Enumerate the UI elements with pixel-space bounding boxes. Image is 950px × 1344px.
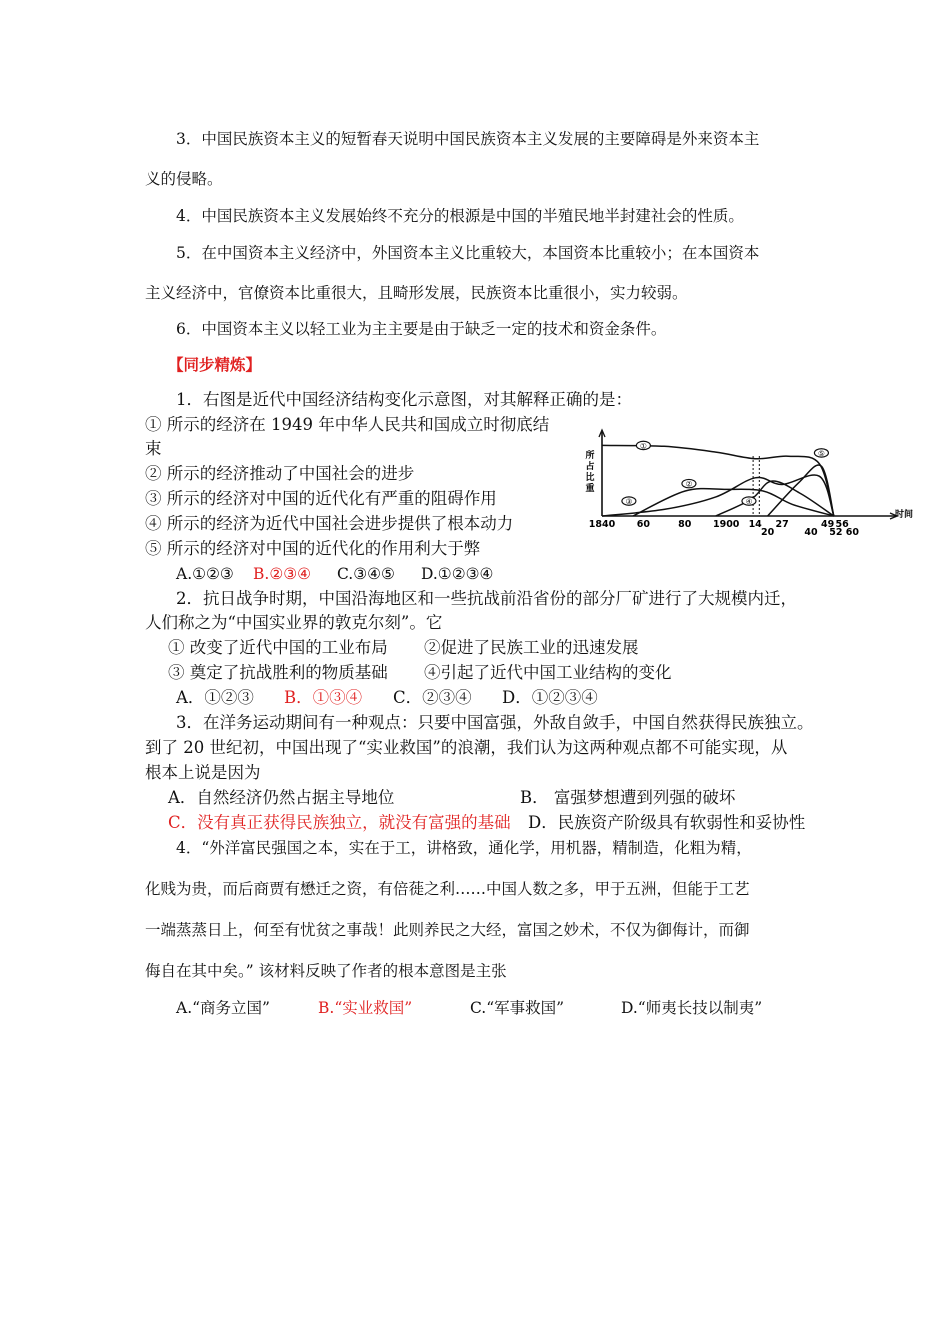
economic-structure-chart [584, 428, 914, 536]
x-tick-label: 52 [829, 527, 843, 536]
q4-line2: 化贱为贵，而后商贾有懋迁之资，有倍蓰之利……中国人数之多，甲于五洲，但能于工艺 [145, 880, 750, 898]
x-tick-label: 1900 [712, 519, 740, 530]
x-tick-label: 40 [804, 527, 818, 536]
q4-option-c: C.“军事救国” [470, 999, 565, 1017]
summary-point-4: 4．中国民族资本主义发展始终不充分的根源是中国的半殖民地半封建社会的性质。 [176, 207, 744, 225]
x-tick-label: 49 [821, 519, 835, 530]
q1-item: ③ 所示的经济对中国的近代化有严重的阻碍作用 [145, 489, 497, 508]
q1-item: ① 所示的经济在 1949 年中华人民共和国成立时彻底结 [145, 415, 550, 434]
q4-line4: 侮自在其中矣。” 该材料反映了作者的根本意图是主张 [145, 962, 507, 980]
x-tick-label: 56 [835, 519, 849, 530]
y-axis-label: 重 [585, 484, 595, 494]
series-line [633, 489, 834, 516]
q4-line3: 一端蒸蒸日上，何至有忧贫之事哉！此则养民之大经，富国之妙术，不仅为御侮计，而御 [145, 921, 750, 939]
q3-option-b: B． 富强梦想遭到列强的破坏 [520, 788, 736, 807]
summary-point-3-line2: 义的侵略。 [145, 170, 223, 188]
q1-option-b-answer: B.②③④ [253, 565, 312, 583]
q4-option-a: A.“商务立国” [176, 999, 270, 1017]
q2-item: ① 改变了近代中国的工业布局 [168, 638, 388, 657]
summary-point-5-line2: 主义经济中，官僚资本比重很大，且畸形发展，民族资本比重很小，实力较弱。 [145, 284, 688, 302]
q1-item: ⑤ 所示的经济对中国的近代化的作用利大于弊 [145, 539, 481, 558]
x-tick-label: 14 [748, 519, 762, 530]
series-label: ⑤ [818, 448, 825, 458]
q2-stem-line1: 2．抗日战争时期，中国沿海地区和一些抗战前沿省份的部分厂矿进行了大规模内迁， [176, 589, 797, 608]
series-line [602, 445, 834, 516]
q2-option-c: C．②③④ [393, 688, 472, 707]
series-label: ③ [625, 497, 633, 507]
q2-stem-line2: 人们称之为“中国实业界的敦克尔刻”。它 [145, 613, 443, 632]
series-label: ④ [745, 497, 753, 507]
q3-option-a: A．自然经济仍然占据主导地位 [168, 788, 395, 807]
summary-point-3-line1: 3．中国民族资本主义的短暂春天说明中国民族资本主义发展的主要障碍是外来资本主 [176, 130, 760, 148]
q3-option-c-answer: C．没有真正获得民族独立，就没有富强的基础 [168, 813, 511, 832]
x-tick-label: 20 [760, 527, 775, 536]
q4-option-b-answer: B.“实业救国” [318, 999, 413, 1017]
y-axis-label: 占 [585, 462, 595, 472]
q2-item: ②促进了民族工业的迅速发展 [424, 638, 639, 657]
y-axis-label: 比 [585, 473, 595, 483]
q1-option-c: C.③④⑤ [337, 565, 395, 583]
x-tick-label: 60 [845, 527, 860, 536]
q4-option-d: D.“师夷长技以制夷” [621, 999, 763, 1017]
x-tick-label: 60 [636, 519, 651, 530]
q2-item: ④引起了近代中国工业结构的变化 [424, 663, 672, 682]
q1-option-d: D.①②③④ [421, 565, 494, 583]
summary-point-6: 6．中国资本主义以轻工业为主主要是由于缺乏一定的技术和资金条件。 [176, 320, 667, 338]
summary-point-5-line1: 5．在中国资本主义经济中，外国资本主义比重较大，本国资本比重较小；在本国资本 [176, 244, 760, 262]
x-axis-label: 时间 [894, 510, 914, 520]
q1-item: 束 [145, 439, 162, 458]
q2-option-d: D．①②③④ [502, 688, 598, 707]
q3-stem-line2: 到了 20 世纪初，中国出现了“实业救国”的浪潮，我们认为这两种观点都不可能实现，从 [145, 738, 788, 757]
x-tick-label: 80 [678, 519, 692, 530]
q1-option-a: A.①②③ [176, 565, 234, 583]
x-tick-label: 27 [775, 519, 789, 530]
q4-line1: 4．“外洋富民强国之本，实在于工，讲格致，通化学，用机器，精制造，化粗为精， [176, 839, 752, 857]
q2-item: ③ 奠定了抗战胜利的物质基础 [168, 663, 388, 682]
series-line [602, 475, 834, 516]
series-label: ② [685, 479, 693, 489]
q1-item: ④ 所示的经济为近代中国社会进步提供了根本动力 [145, 514, 514, 533]
series-label: ① [640, 441, 647, 451]
q3-stem-line1: 3．在洋务运动期间有一种观点：只要中国富强，外敌自敛手，中国自然获得民族独立。 [176, 713, 814, 732]
q2-option-a: A．①②③ [176, 688, 254, 707]
q2-option-b-answer: B．①③④ [284, 688, 363, 707]
section-title: 【同步精炼】 [168, 355, 262, 374]
q1-stem: 1．右图是近代中国经济结构变化示意图，对其解释正确的是： [176, 390, 632, 409]
q3-stem-line3: 根本上说是因为 [145, 763, 261, 782]
y-axis-label: 所 [585, 451, 595, 461]
x-tick-label: 1840 [588, 519, 616, 530]
q3-option-d: D．民族资产阶级具有软弱性和妥协性 [528, 813, 806, 832]
q1-item: ② 所示的经济推动了中国社会的进步 [145, 464, 415, 483]
